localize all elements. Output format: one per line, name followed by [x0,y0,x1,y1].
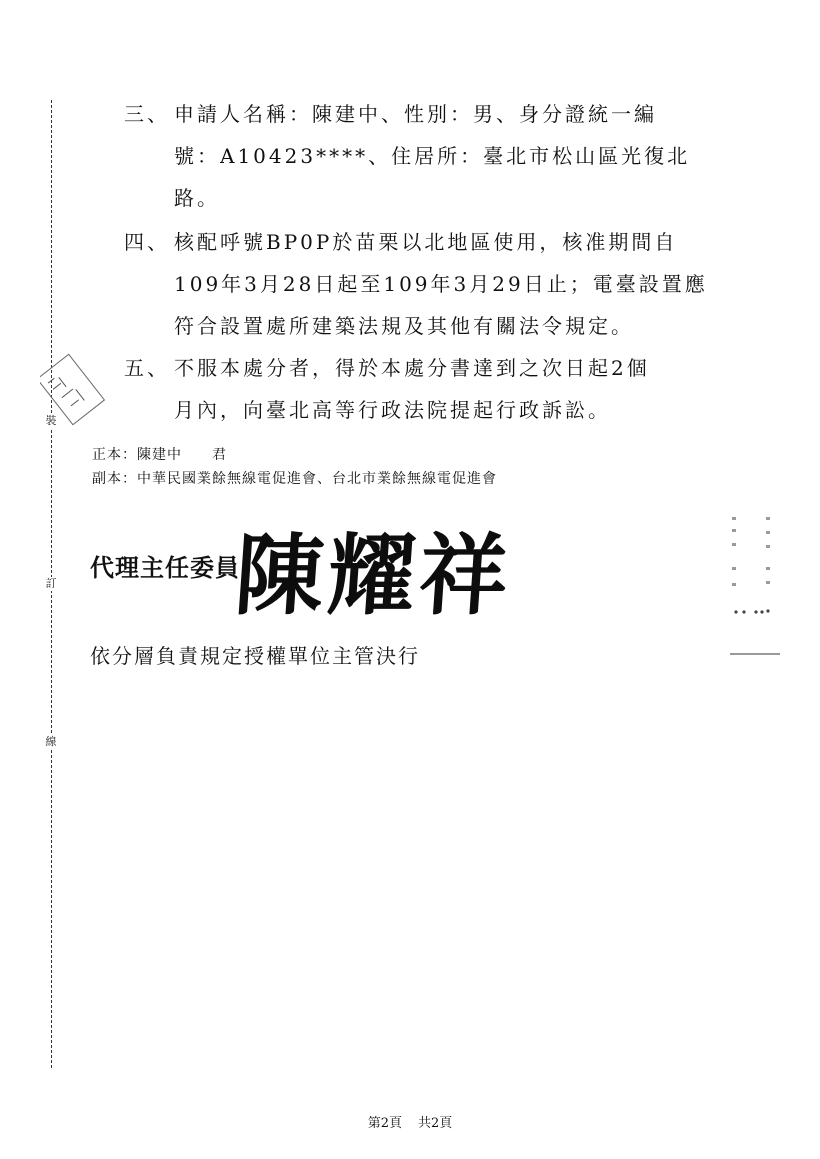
item-3-line-1: 申請人名稱：陳建中、性別：男、身分證統一編 [174,102,657,126]
item-4-line-1: 核配呼號BP0P於苗栗以北地區使用，核准期間自 [174,230,678,254]
perforation-marks [728,515,788,665]
signer-name: 陳耀祥 [231,523,516,627]
binding-char-xian: 線 [43,735,59,749]
page-footer [0,1112,820,1131]
item-3-line-3: 路。 [174,186,220,210]
binding-char-zhuang: 裝 [43,414,59,428]
copy-recipient-value: 中華民國業餘無線電促進會、台北市業餘無線電促進會 [137,471,497,487]
received-stamp [40,350,110,430]
main-recipient-value: 陳建中 君 [137,447,227,463]
item-5-line-1: 不服本處分者，得於本處分書達到之次日起2個 [174,356,650,380]
copy-recipient-label: 副本： [92,471,137,487]
item-4-line-2: 109年3月28日起至109年3月29日止；電臺設置應 [174,272,708,296]
item-4-line-3: 符合設置處所建築法規及其他有關法令規定。 [174,314,634,338]
page-total: 共2頁 [418,1116,453,1131]
binding-char-ding: 訂 [43,577,59,591]
main-recipient-label: 正本： [92,447,137,463]
signer-title: 代理主任委員 [90,554,240,582]
item-5-marker: 五、 [124,356,170,380]
item-4-marker: 四、 [124,230,170,254]
item-3-marker: 三、 [124,102,170,126]
item-5-line-2: 月內，向臺北高等行政法院提起行政訴訟。 [174,398,611,422]
item-3-line-2: 號：A10423****、住居所：臺北市松山區光復北 [174,144,691,168]
copy-recipient [92,468,497,488]
delegation-note: 依分層負責規定授權單位主管決行 [90,644,420,668]
page-number: 第2頁 [367,1116,402,1131]
main-recipient [92,444,227,464]
